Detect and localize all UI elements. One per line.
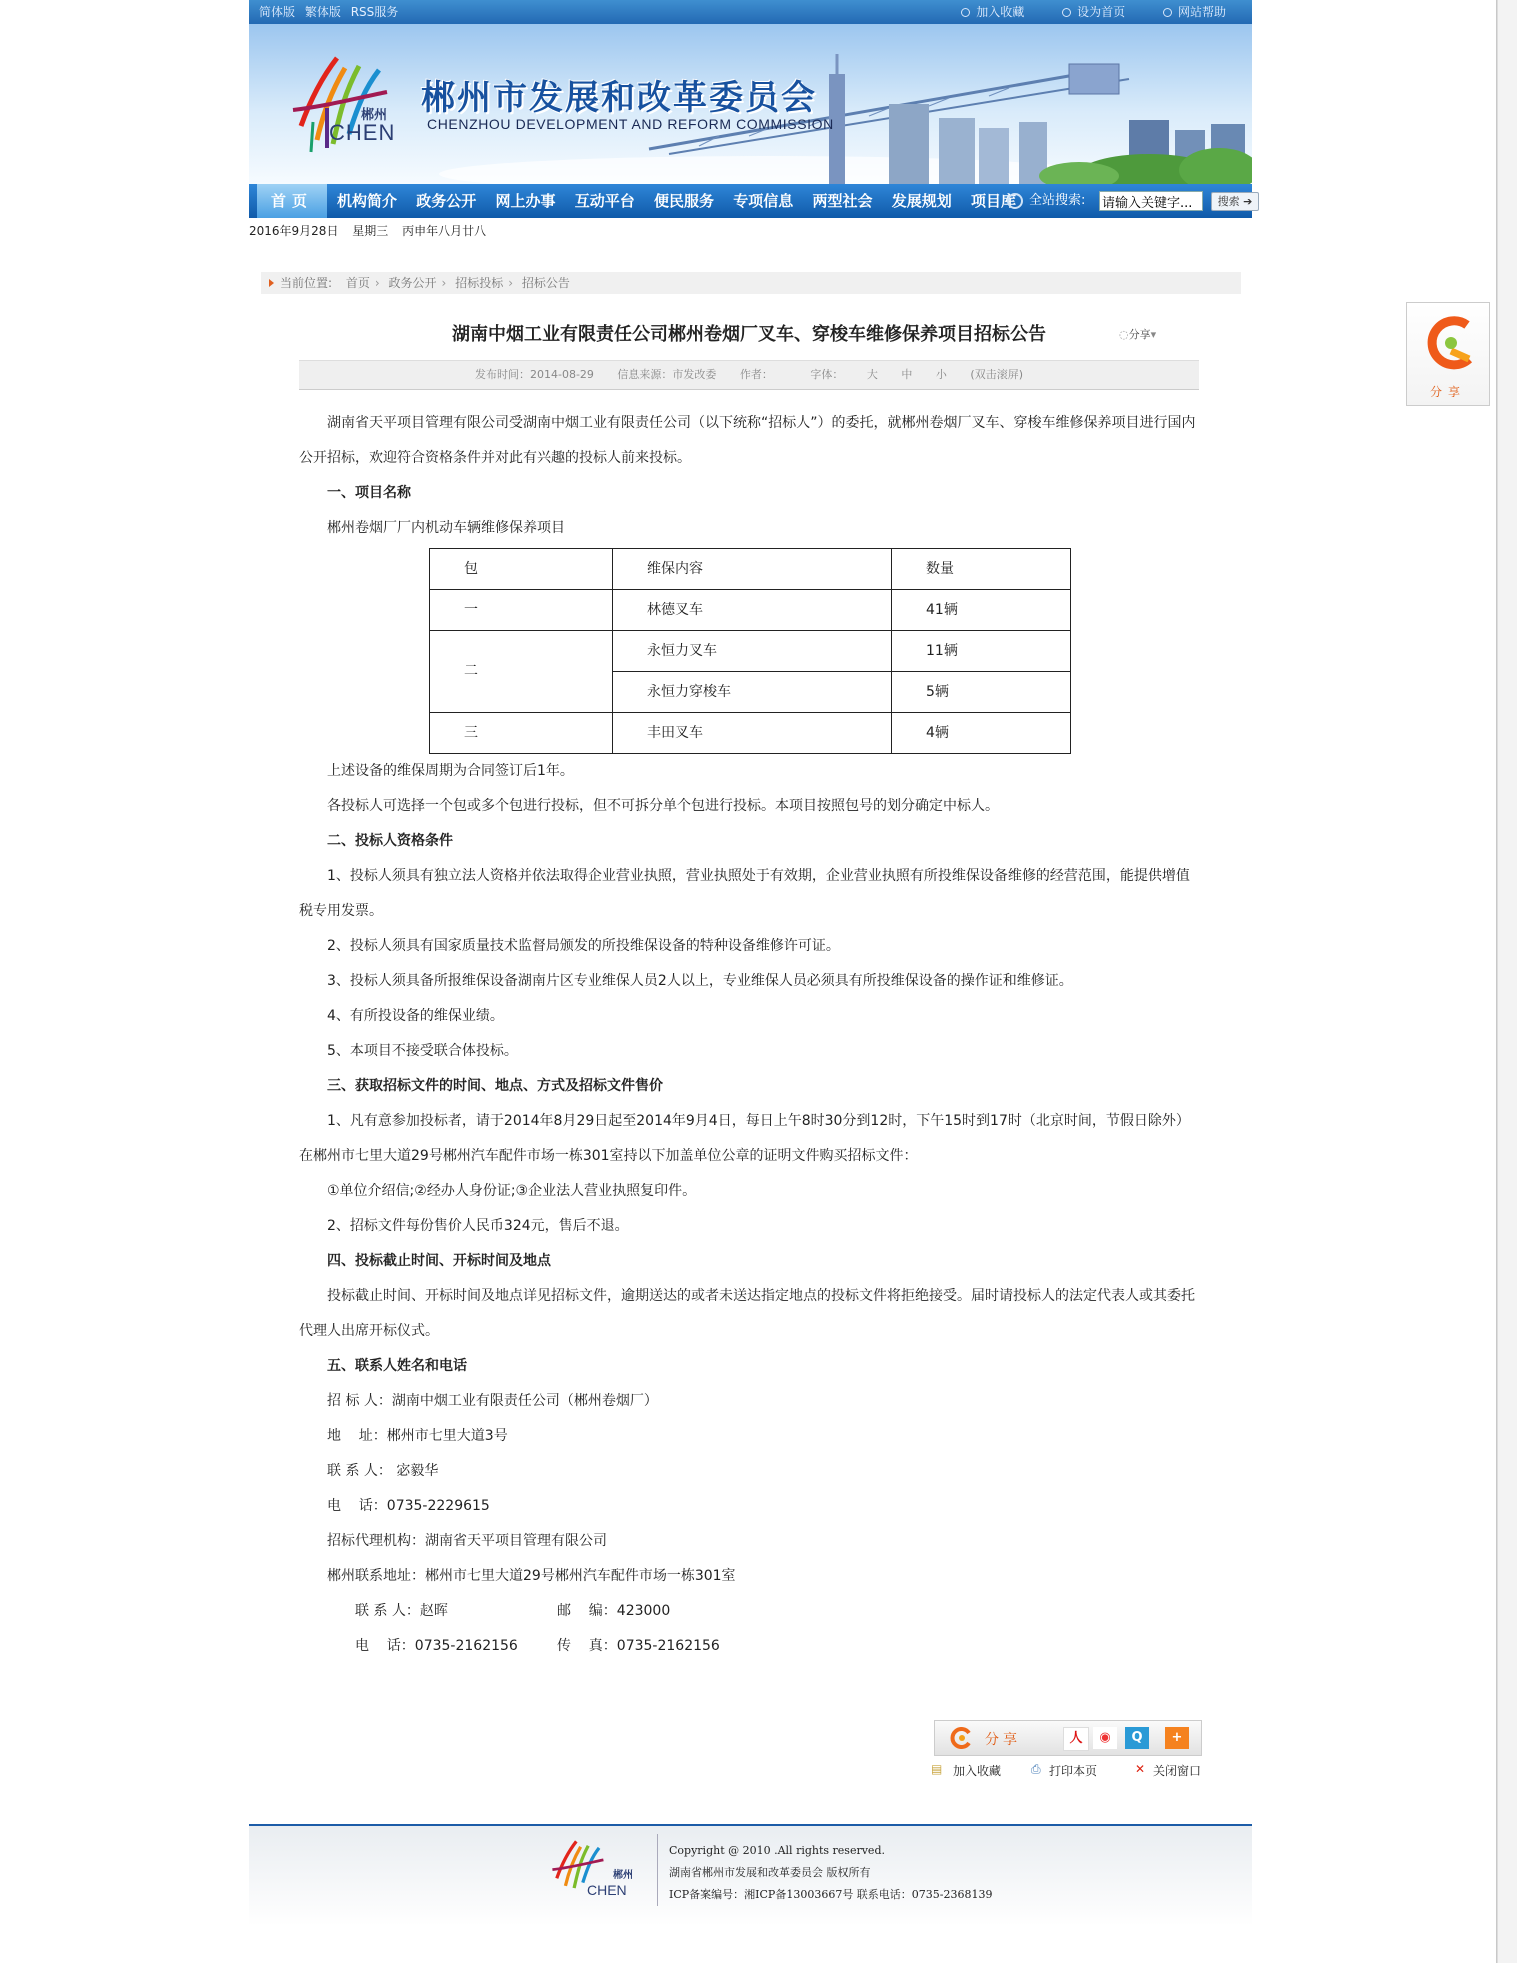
table-header-cell: 维保内容 [613,549,892,590]
table-row [430,713,1071,754]
section-3-title: 三、获取招标文件的时间、地点、方式及招标文件售价 [327,1078,663,1094]
share-small-button[interactable] [1119,326,1156,342]
section-2-item: 5、本项目不接受联合体投标。 [327,1043,518,1059]
breadcrumb-separator-icon: › [441,276,447,290]
contact-line: 联 系 人： 宓毅华 [327,1463,439,1479]
section-2-item: 1、投标人须具有独立法人资格并依法取得企业营业执照，营业执照处于有效期，企业营业执照有所投维保设备维修的经营范围，能提供增值税专用发票。 [299,868,1190,919]
share-logo-icon[interactable] [949,1727,973,1749]
share-small-label: 分享 [1128,328,1151,341]
link-traditional[interactable]: 繁体版 [304,5,341,19]
print-icon: ⎙ [1031,1762,1041,1776]
breadcrumb-label: 当前位置: [280,276,333,290]
footer-text [669,1840,993,1906]
breadcrumb-public-affairs[interactable]: 政务公开 [388,276,437,290]
search-icon [1007,193,1023,209]
table-cell-item: 林德叉车 [613,590,892,631]
breadcrumb-separator-icon: › [508,276,514,290]
chevron-down-icon: ▾ [1150,328,1157,341]
section-3-item: 2、招标文件每份售价人民币324元，售后不退。 [327,1218,629,1234]
table-row [430,590,1071,631]
link-set-homepage[interactable]: 设为首页 [1062,5,1125,19]
table-cell-item: 永恒力叉车 [613,631,892,672]
main-nav [249,184,1252,218]
section-2-item: 3、投标人须具备所报维保设备湖南片区专业维保人员2人以上，专业维保人员必须具有所投维保设备的操作证和维修证。 [327,973,1073,989]
breadcrumb-separator-icon: › [374,276,380,290]
table-cell-qty: 4辆 [892,713,1071,754]
footer-copyright: Copyright @ 2010 .All rights reserved. [669,1844,885,1857]
font-size-large[interactable]: 大 [866,368,878,381]
article-content [299,406,1199,1664]
footer-divider [657,1834,658,1906]
contact-pair-line [299,1629,1199,1664]
table-cell-package: 三 [430,713,613,754]
link-simplified[interactable]: 简体版 [259,5,296,19]
table-header-row [430,549,1071,590]
date-lunar: 丙申年八月廿八 [402,224,487,238]
nav-item-special-info[interactable]: 专项信息 [733,192,794,210]
footer-icp: ICP备案编号：湘ICP备13003667号 联系电话：0735-2368139 [669,1888,993,1901]
contact-line: 郴州联系地址：郴州市七里大道29号郴州汽车配件市场一栋301室 [327,1568,736,1584]
share-bar [934,1720,1202,1756]
site-title-en: CHENZHOU DEVELOPMENT AND REFORM COMMISSION [427,116,834,132]
article-meta [299,360,1199,390]
section-2-item: 4、有所投设备的维保业绩。 [327,1008,504,1024]
breadcrumb-arrow-icon [269,279,274,287]
table-cell-qty: 5辆 [892,672,1071,713]
table-cell-qty: 41辆 [892,590,1071,631]
weibo-icon[interactable]: ◉ [1093,1727,1117,1749]
tool-add-favorite[interactable]: 加入收藏 [953,1764,1002,1778]
meta-source: 信息来源：市发改委 [617,368,717,381]
footer-logo-cz: 郴州 [613,1870,633,1881]
meta-date: 发布时间：2014-08-29 [474,368,594,381]
nav-items [337,184,1030,218]
tqq-icon[interactable]: Q [1125,1727,1149,1749]
side-share-widget[interactable] [1406,302,1490,406]
site-title: 郴州市发展和改革委员会 [421,78,817,118]
top-bar [249,0,1252,24]
nav-home[interactable]: 首页 [257,184,327,218]
section-3-item: 1、凡有意参加投标者，请于2014年8月29日起至2014年9月4日，每日上午8时30分到12时，下午15时到17时（北京时间，节假日除外）在郴州市七里大道29号郴州汽车配件市场一栋301室持以下加盖单位公章的证明文件购买招标文件： [299,1113,1190,1164]
contact-fax: 传 真：0735-2162156 [557,1638,720,1654]
nav-item-two-type-society[interactable]: 两型社会 [812,192,873,210]
contact-line: 招标代理机构：湖南省天平项目管理有限公司 [327,1533,607,1549]
table-cell-package: 二 [430,631,613,713]
tool-print[interactable]: 打印本页 [1049,1764,1098,1778]
after-table-text-1: 上述设备的维保周期为合同签订后1年。 [327,763,574,779]
favorite-icon: ▤ [931,1762,943,1776]
contact-phone: 电 话：0735-2162156 [355,1638,518,1654]
breadcrumb-home[interactable]: 首页 [345,276,370,290]
font-size-medium[interactable]: 中 [901,368,913,381]
tool-close-window[interactable]: 关闭窗口 [1153,1764,1202,1778]
article-title: 湖南中烟工业有限责任公司郴州卷烟厂叉车、穿梭车维修保养项目招标公告 [452,324,1046,345]
vertical-scrollbar[interactable] [1497,0,1517,1963]
table-cell-qty: 11辆 [892,631,1071,672]
search-label: 全站搜索: [1029,193,1086,208]
table-cell-item: 丰田叉车 [613,713,892,754]
section-4-text: 投标截止时间、开标时间及地点详见招标文件，逾期送达的或者未送达指定地点的投标文件将拒绝接受。届时请投标人的法定代表人或其委托代理人出席开标仪式。 [299,1288,1195,1339]
meta-author: 作者： [739,368,773,381]
maintenance-table [429,548,1071,754]
close-icon: ✕ [1135,1762,1146,1776]
contact-pair-line [299,1594,1199,1629]
header-banner [249,24,1252,184]
section-5-title: 五、联系人姓名和电话 [327,1358,467,1374]
table-header-cell: 包 [430,549,613,590]
more-icon[interactable]: + [1165,1727,1189,1749]
meta-font-label: 字体： [810,368,844,381]
logo-text-cz: 郴州 [361,108,388,123]
breadcrumb-bidding[interactable]: 招标投标 [455,276,504,290]
footer-owner: 湖南省郴州市发展和改革委员会 版权所有 [669,1866,871,1879]
nav-item-planning[interactable]: 发展规划 [891,192,952,210]
section-1-text: 郴州卷烟厂厂内机动车辆维修保养项目 [327,520,565,536]
link-site-help[interactable]: 网站帮助 [1163,5,1226,19]
table-header-cell: 数量 [892,549,1071,590]
nav-item-project-library[interactable]: 项目库 [971,192,1017,210]
nav-item-interaction[interactable]: 互动平台 [574,192,635,210]
search-button[interactable]: 搜索 ➔ [1211,192,1259,211]
after-table-text-2: 各投标人可选择一个包或多个包进行投标，但不可拆分单个包进行投标。本项目按照包号的划分确定中标人。 [327,798,999,814]
table-cell-item: 永恒力穿梭车 [613,672,892,713]
side-share-logo-icon [1421,311,1477,375]
search-button-label: 搜索 [1217,195,1240,208]
contact-postcode: 邮 编：423000 [557,1603,671,1619]
nav-item-convenience[interactable]: 便民服务 [654,192,715,210]
section-1-title: 一、项目名称 [327,485,411,501]
contact-line: 招 标 人：湖南中烟工业有限责任公司（郴州卷烟厂） [327,1393,658,1409]
section-2-item: 2、投标人须具有国家质量技术监督局颁发的所投维保设备的特种设备维修许可证。 [327,938,840,954]
site-footer [249,1824,1252,1926]
breadcrumb-bid-notice[interactable]: 招标公告 [521,276,570,290]
side-share-label: 分享 [1429,385,1466,399]
nav-item-about[interactable]: 机构简介 [337,192,398,210]
link-rss[interactable]: RSS服务 [350,5,399,19]
site-search [1007,190,1253,212]
share-bar-label[interactable]: 分享 [985,1732,1021,1748]
page-wrapper [249,0,1253,1901]
meta-scroll[interactable]: (双击滚屏) [970,368,1024,381]
table-cell-package: 一 [430,590,613,631]
section-3-item: ①单位介绍信;②经办人身份证;③企业法人营业执照复印件。 [327,1183,697,1199]
nav-item-public-affairs[interactable]: 政务公开 [416,192,477,210]
section-2-title: 二、投标人资格条件 [327,833,453,849]
search-input[interactable] [1099,191,1203,211]
date-gregorian: 2016年9月28日 [249,224,339,238]
nav-item-online-service[interactable]: 网上办事 [495,192,556,210]
share-small-icon: ◌ [1119,328,1129,341]
contact-line: 电 话：0735-2229615 [327,1498,490,1514]
renren-icon[interactable]: 人 [1063,1727,1089,1751]
logo-text-chen: CHEN [329,120,396,145]
section-4-title: 四、投标截止时间、开标时间及地点 [327,1253,551,1269]
intro-paragraph: 湖南省天平项目管理有限公司受湖南中烟工业有限责任公司（以下统称“招标人”）的委托，就郴州卷烟厂叉车、穿梭车维修保养项目进行国内公开招标，欢迎符合资格条件并对此有兴趣的投标人前来投标。 [299,415,1196,466]
date-weekday: 星期三 [352,224,389,238]
breadcrumb [261,272,1241,294]
top-links-right [927,0,1226,24]
table-row [430,631,1071,672]
contact-line: 地 址：郴州市七里大道3号 [327,1428,508,1444]
link-add-favorite[interactable]: 加入收藏 [961,5,1024,19]
date-bar [249,218,1252,244]
font-size-small[interactable]: 小 [935,368,947,381]
footer-logo-chen: CHEN [587,1882,627,1898]
top-links-left [259,0,404,24]
contact-person: 联 系 人：赵晖 [355,1603,448,1619]
